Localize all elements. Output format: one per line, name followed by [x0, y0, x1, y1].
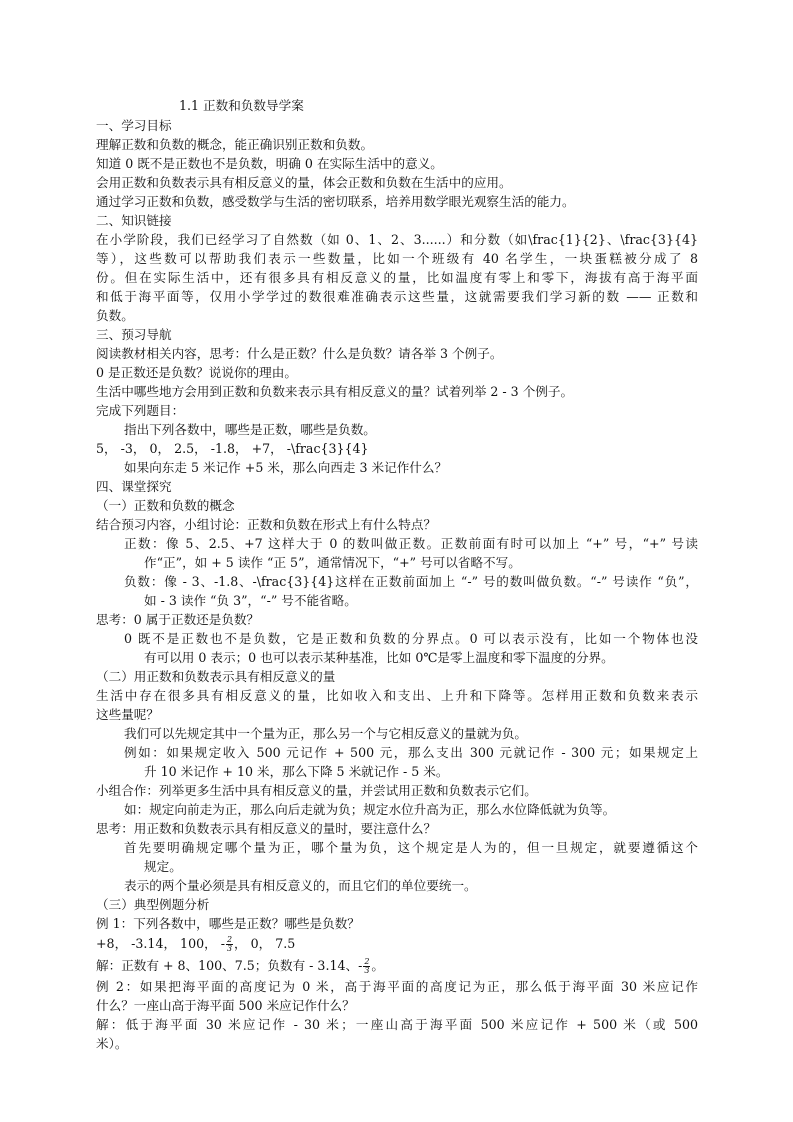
number-list-part: +8， -3.14， 100， -: [96, 936, 225, 951]
answer-part: 解：正数有 + 8、100、7.5；负数有 - 3.14、-: [96, 958, 363, 973]
paragraph-line: 知道 0 既不是正数也不是负数，明确 0 在实际生活中的意义。: [96, 156, 443, 171]
section-heading-knowledge-link: 二、知识链接: [96, 213, 172, 228]
paragraph-line: 份。但在实际生活中，还有很多具有相反意义的量，比如温度有零上和零下，海拔有高于海平面: [96, 270, 698, 285]
example-2-answer: 米）。: [96, 1036, 128, 1051]
fraction-denominator: 3: [226, 944, 233, 953]
paragraph-line: 通过学习正数和负数，感受数学与生活的密切联系，培养用数学眼光观察生活的能力。: [96, 194, 575, 209]
paragraph-line: 有可以用 0 表示；0 也可以表示某种基准，比如 0℃是零上温度和零下温度的分界。: [144, 650, 614, 665]
answer-part: 。: [371, 958, 385, 973]
paragraph-line: 阅读教材相关内容，思考：什么是正数？什么是负数？请各举 3 个例子。: [96, 346, 503, 361]
paragraph-line: 等），这些数可以帮助我们表示一些数量，比如一个班级有 40 名学生，一块蛋糕被分成了 8: [96, 251, 698, 266]
paragraph-line: 在小学阶段，我们已经学习了自然数（如 0、1、2、3......）和分数（如\frac{1}{2}、\frac{3}{4}: [96, 232, 698, 247]
number-list-part: ， 0， 7.5: [234, 936, 296, 951]
section-heading-exploration: 四、课堂探究: [96, 479, 172, 494]
example-1-question: 例 1：下列各数中，哪些是正数？哪些是负数？: [96, 916, 360, 931]
paragraph-line: 0 既不是正数也不是负数，它是正数和负数的分界点。0 可以表示没有，比如一个物体也没: [124, 631, 698, 646]
paragraph-line: 如：规定向前走为正，那么向后走就为负；规定水位升高为正，那么水位降低就为负等。: [124, 802, 616, 817]
paragraph-line: 例如：如果规定收入 500 元记作 + 500 元，那么支出 300 元就记作 - 300 元；如果规定上: [124, 745, 698, 760]
example-1-numbers: [96, 933, 698, 955]
section-heading-objectives: 一、学习目标: [96, 118, 172, 133]
paragraph-line: 理解正数和负数的概念，能正确识别正数和负数。: [96, 137, 374, 152]
paragraph-line: 升 10 米记作 + 10 米，那么下降 5 米就记作 - 5 米。: [144, 764, 449, 779]
fraction-two-thirds: [226, 936, 233, 953]
paragraph-line: 如 - 3 读作 “负 3”，“-” 号不能省略。: [144, 593, 357, 608]
paragraph-line: 和低于海平面等，仅用小学学过的数很难准确表示这些量，这就需要我们学习新的数 —— 正数和: [96, 289, 698, 304]
paragraph-line: 作“正”，如 + 5 读作 “正 5”，通常情况下，“+” 号可以省略不写。: [144, 555, 521, 570]
paragraph-line: 指出下列各数中，哪些是正数，哪些是负数。: [124, 422, 376, 437]
fraction-denominator: 3: [364, 966, 370, 975]
paragraph-line: 完成下列题目：: [96, 403, 185, 418]
paragraph-line: 规定。: [144, 859, 182, 874]
fraction-numerator: 2: [226, 935, 233, 944]
paragraph-line: 0 是正数还是负数？说说你的理由。: [96, 365, 297, 380]
subsection-heading: （一）正数和负数的概念: [96, 498, 235, 513]
example-1-answer: [96, 955, 698, 977]
paragraph-line: 负数。: [96, 308, 134, 323]
paragraph-line: 思考：用正数和负数表示具有相反意义的量时，要注意什么？: [96, 821, 437, 836]
paragraph-line: 会用正数和负数表示具有相反意义的量，体会正数和负数在生活中的应用。: [96, 175, 512, 190]
paragraph-line: 我们可以先规定其中一个量为正，那么另一个与它相反意义的量就为负。: [124, 726, 527, 741]
paragraph-line: 正数：像 5、2.5、+7 这样大于 0 的数叫做正数。正数前面有时可以加上 “+” 号，“+” 号读: [124, 536, 698, 551]
paragraph-line: 生活中哪些地方会用到正数和负数来表示具有相反意义的量？试着列举 2 - 3 个例子。: [96, 384, 574, 399]
subsection-heading: （二）用正数和负数表示具有相反意义的量: [96, 669, 336, 684]
paragraph-line: 生活中存在很多具有相反意义的量，比如收入和支出、上升和下降等。怎样用正数和负数来表示: [96, 688, 698, 703]
section-heading-preview: 三、预习导航: [96, 327, 172, 342]
paragraph-line: 首先要明确规定哪个量为正，哪个量为负，这个规定是人为的，但一旦规定，就要遵循这个: [124, 840, 698, 855]
paragraph-line: 表示的两个量必须是具有相反意义的，而且它们的单位要统一。: [124, 878, 477, 893]
paragraph-line: 思考：0 属于正数还是负数？: [96, 612, 260, 627]
fraction-two-thirds: [363, 958, 370, 975]
example-2-answer: 解：低于海平面 30 米应记作 - 30 米；一座山高于海平面 500 米应记作 + 500 米（或 500: [96, 1017, 698, 1032]
paragraph-line: 这些量呢？: [96, 707, 159, 722]
example-2-question: 什么？一座山高于海平面 500 米应记作什么？: [96, 998, 355, 1013]
paragraph-line: 如果向东走 5 米记作 +5 米，那么向西走 3 米记作什么？: [124, 460, 448, 475]
fraction-numerator: 2: [364, 957, 370, 966]
paragraph-line: 结合预习内容，小组讨论：正数和负数在形式上有什么特点？: [96, 517, 437, 532]
subsection-heading: （三）典型例题分析: [96, 897, 210, 912]
page-title: 1.1 正数和负数导学案: [179, 98, 304, 113]
paragraph-line: 负数：像 - 3、-1.8、-\frac{3}{4}这样在正数前面加上 “-” 号的数叫做负数。“-” 号读作 “负”，: [124, 574, 698, 589]
number-list: 5， -3， 0， 2.5， -1.8， +7， -\frac{3}{4}: [96, 441, 369, 456]
paragraph-line: 小组合作：列举更多生活中具有相反意义的量，并尝试用正数和负数表示它们。: [96, 783, 537, 798]
example-2-question: 例 2：如果把海平面的高度记为 0 米，高于海平面的高度记为正，那么低于海平面 30 米应记作: [96, 979, 698, 994]
